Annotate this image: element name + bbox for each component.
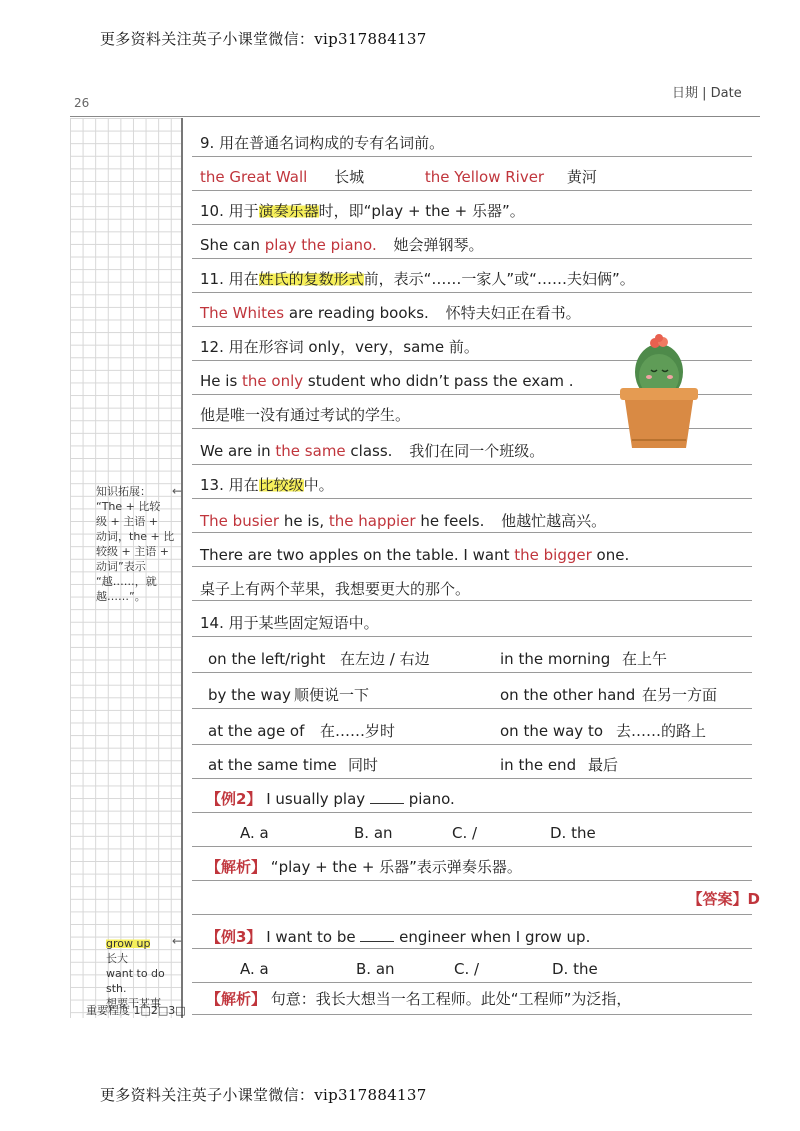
example-en-red: The Whites [200,304,285,322]
analysis-tag: 【解析】 [206,858,267,876]
phrase-en: at the same time [208,756,337,774]
rule-text: 时，即“play + the + 乐器”。 [318,202,525,220]
rule-13-example-2-zh: 桌子上有两个苹果，我想要更大的那个。 [200,580,471,598]
rule-14-title: 14. 用于某些固定短语中。 [200,614,379,632]
answer-blank [360,927,394,942]
sidebar-note-line: 知识拓展： [96,485,151,498]
sidebar-note-line: “The + 比较 [96,500,161,513]
rule-text: 10. 用于 [200,202,259,220]
vocab-zh: 想要干某事 [106,997,161,1010]
rule-text: 中。 [303,476,334,494]
option-d: D. the [550,824,596,842]
phrase-zh: 去……的路上 [616,722,707,740]
rule-text: 11. 用在 [200,270,259,288]
answer-blank [370,789,404,804]
example-en-red: the happier [328,512,416,530]
option-c: C. / [454,960,480,978]
option-a: A. a [240,824,269,842]
vocab-en: want to do sth. [106,967,165,995]
phrase-row [208,750,768,780]
page-number: 26 [74,96,90,110]
rule-11-example [200,298,760,328]
example-2-options [240,818,800,848]
example-en: one. [591,546,630,564]
phrase-zh: 在另一方面 [642,686,718,704]
example-en: he feels. [415,512,485,530]
phrase-en: by the way [208,686,291,704]
vocab-zh: 长大 [106,952,128,965]
example-2-analysis [206,852,766,882]
example-tag: 【例3】 [206,928,262,946]
rule-12-example-1-zh: 他是唯一没有通过考试的学生。 [200,406,411,424]
example-3-analysis [206,984,766,1014]
example-en-red: the bigger [514,546,592,564]
example-zh: 黄河 [566,168,597,186]
phrase-zh: 在……岁时 [320,722,396,740]
rule-13-title [200,470,760,500]
example-en: He is [200,372,243,390]
rule-12-title: 12. 用在形容词 only，very，same 前。 [200,338,479,356]
rule-9-example [200,162,760,192]
cactus-illustration [614,330,704,455]
sidebar-note-line: 越……”。 [96,590,146,603]
example-zh: 她会弹钢琴。 [393,236,484,254]
example-zh: 我们在同一个班级。 [409,442,545,460]
example-3-options [240,954,800,984]
example-tag: 【例2】 [206,790,262,808]
example-en: class. [345,442,393,460]
sidebar-note-line: 动词”表示 [96,560,146,573]
example-en-red: the same [275,442,346,460]
example-en-red: the only [242,372,304,390]
example-en-red: The busier [200,512,280,530]
option-c: C. / [452,824,478,842]
phrase-zh: 最后 [588,756,619,774]
example-2-stem [206,784,766,814]
rule-text: 前，表示“……一家人”或“……夫妇俩”。 [363,270,635,288]
arrow-left-icon: ← [172,934,183,948]
sidebar-note-line: “越……，就 [96,575,157,588]
example-zh: 怀特夫妇正在看书。 [445,304,581,322]
header-rule [70,116,760,117]
phrase-row [208,644,768,674]
rule-13-example-1 [200,506,760,536]
importance-rating [86,1002,186,1018]
rule-13-example-2 [200,540,760,570]
rule-11-title [200,264,760,294]
stem-text: I want to be [266,928,356,946]
stem-text: piano. [408,790,455,808]
importance-levels: 1□2□3□ [133,1004,186,1017]
phrase-en: on the left/right [208,650,326,668]
option-a: A. a [240,960,269,978]
sidebar-note-line: 级 + 主语 + [96,515,158,528]
phrase-en: on the other hand [500,686,636,704]
phrase-zh: 在上午 [622,650,668,668]
phrase-en: at the age of [208,722,305,740]
phrase-zh: 同时 [348,756,379,774]
sidebar-note-line: 较级 + 主语 + [96,545,169,558]
phrase-en: in the end [500,756,577,774]
answer-value: D [747,890,760,908]
example-zh: 他越忙越高兴。 [501,512,607,530]
example-en: student who didn’t pass the exam . [303,372,574,390]
watermark-bottom: 更多资料关注英子小课堂微信：vip317884137 [100,1086,427,1104]
example-2-answer [640,884,760,914]
vocab-en: grow up [106,937,151,950]
example-en-red: play the piano. [264,236,377,254]
rule-text: 13. 用在 [200,476,259,494]
highlight: 姓氏的复数形式 [258,270,364,288]
analysis-text: “play + the + 乐器”表示弹奏乐器。 [270,858,522,876]
example-en: There are two apples on the table. I want [200,546,515,564]
phrase-en: in the morning [500,650,611,668]
option-d: D. the [552,960,598,978]
watermark-top: 更多资料关注英子小课堂微信：vip317884137 [100,30,427,48]
phrase-zh: 在左边 / 右边 [340,650,430,668]
example-en: are reading books. [284,304,429,322]
example-zh: 长城 [334,168,365,186]
option-b: B. an [354,824,393,842]
sidebar-note-line: 动词，the + 比 [96,530,175,543]
sidebar-note [96,484,182,604]
example-en: the Yellow River [424,168,545,186]
phrase-en: on the way to [500,722,604,740]
example-en: We are in [200,442,276,460]
phrase-zh: 顺便说一下 [294,686,370,704]
rule-9-title: 9. 用在普通名词构成的专有名词前。 [200,134,445,152]
answer-tag: 【答案】 [687,890,748,908]
stem-text: engineer when I grow up. [399,928,591,946]
stem-text: I usually play [266,790,366,808]
example-en: he is, [279,512,329,530]
highlight: 比较级 [258,476,304,494]
example-en: She can [200,236,265,254]
phrase-row [208,680,768,710]
importance-label: 重要程度 [86,1004,130,1017]
highlight: 演奏乐器 [258,202,319,220]
example-en: the Great Wall [200,168,308,186]
date-label: 日期 | Date [672,86,742,101]
rule-10-example [200,230,760,260]
analysis-text: 句意：我长大想当一名工程师。此处“工程师”为泛指， [270,990,632,1008]
phrase-row [208,716,768,746]
rule-10-title [200,196,760,226]
example-3-stem [206,922,766,952]
analysis-tag: 【解析】 [206,990,267,1008]
arrow-left-icon: ← [172,484,183,498]
option-b: B. an [356,960,395,978]
